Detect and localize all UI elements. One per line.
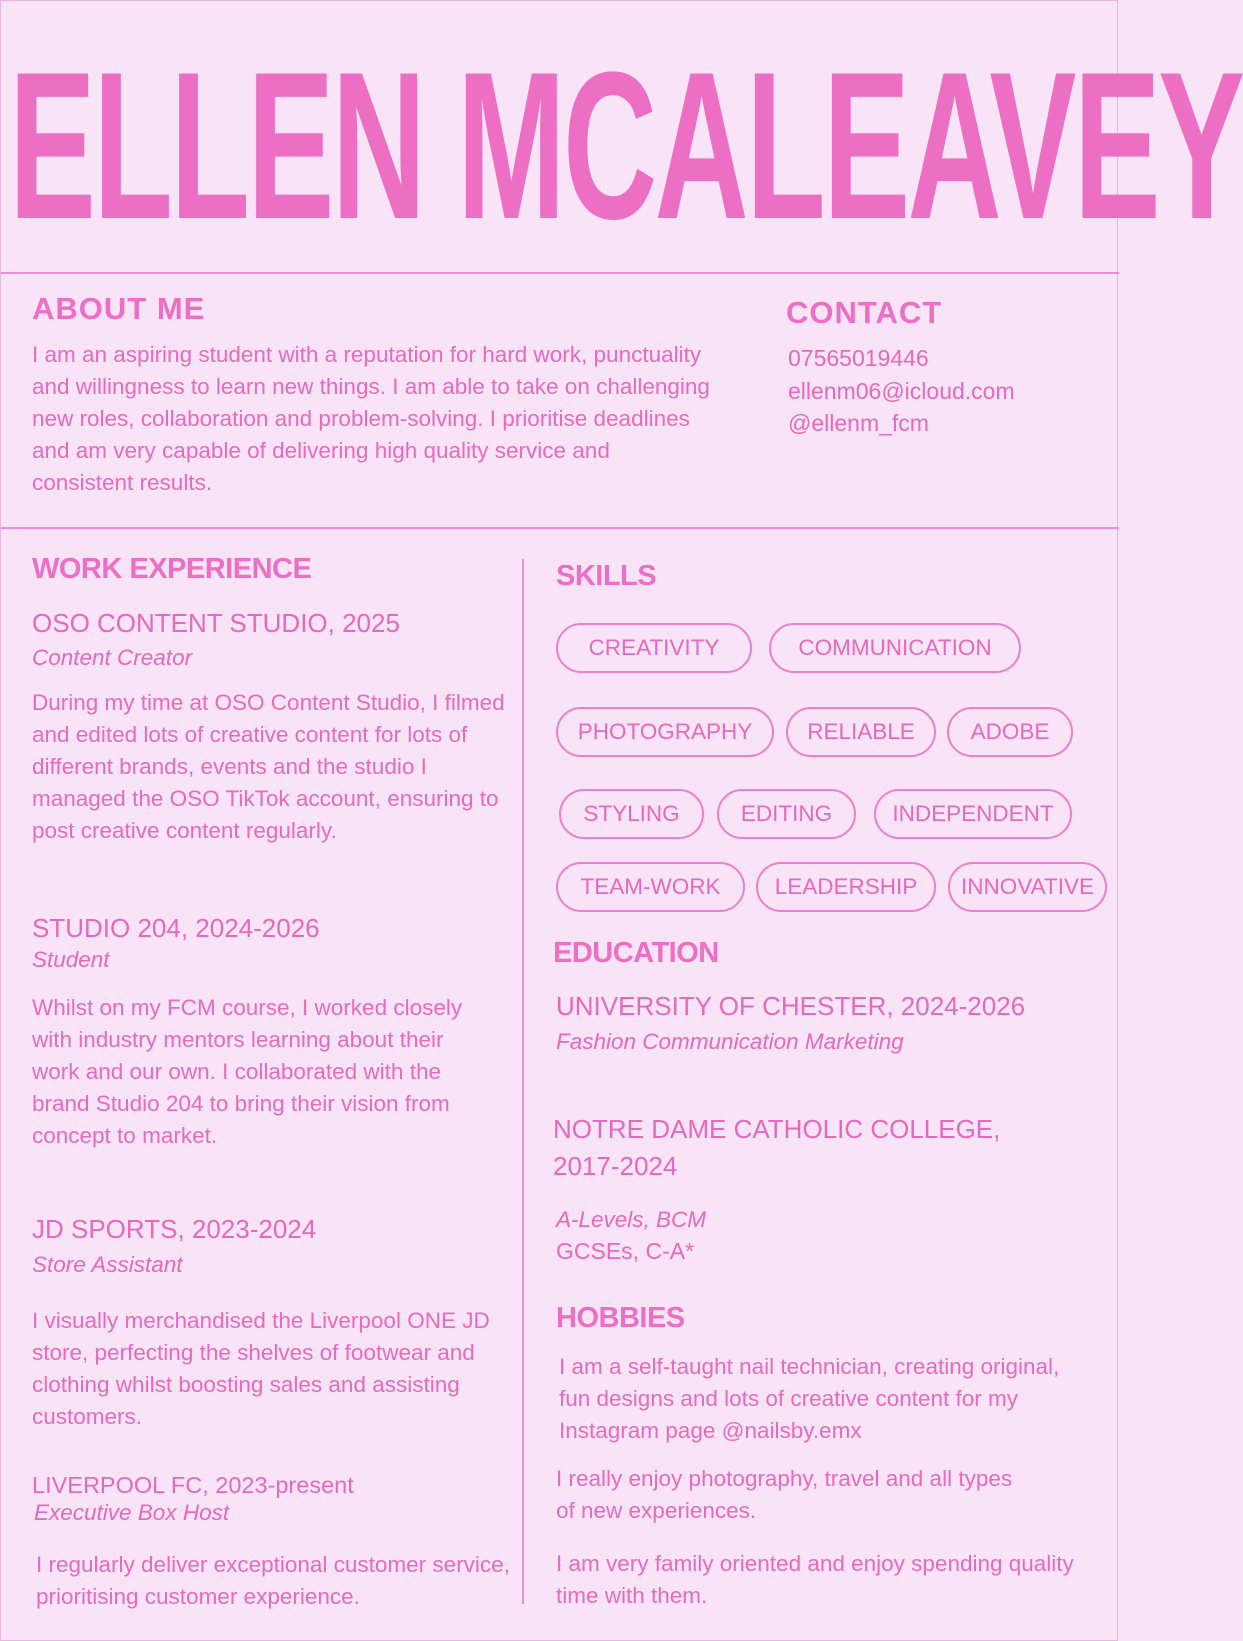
- hobbies-text-1: I am a self-taught nail technician, creating original, fun designs and lots of creative content for my Instagram page @nailsby.emx: [559, 1354, 1060, 1443]
- education-uni-course: Fashion Communication Marketing: [556, 1029, 904, 1054]
- job-role: Content Creator: [32, 645, 193, 670]
- hobbies-text-3: I am very family oriented and enjoy spending quality time with them.: [556, 1551, 1074, 1608]
- education-uni-title: UNIVERSITY OF CHESTER, 2024-2026: [556, 991, 1026, 1021]
- about-heading: ABOUT ME: [32, 291, 206, 326]
- contact-social: @ellenm_fcm: [788, 410, 929, 436]
- skill-pill: INNOVATIVE: [948, 862, 1107, 912]
- contact-phone: 07565019446: [788, 345, 929, 371]
- job-title: JD SPORTS, 2023-2024: [32, 1214, 317, 1244]
- skill-pill: CREATIVITY: [556, 623, 752, 673]
- skill-pill: INDEPENDENT: [874, 789, 1072, 839]
- education-gcses: GCSEs, C-A*: [556, 1238, 695, 1264]
- job-description: I visually merchandised the Liverpool ONE JD store, perfecting the shelves of footwear and clothing whilst boosting sales and assisting customers.: [32, 1308, 490, 1429]
- about-text: I am an aspiring student with a reputation for hard work, punctuality and willingness to learn new things. I am able to take on challenging new roles, collaboration and problem-solving. I prioritise deadlines and am very capable of delivering high quality service and consistent results.: [32, 342, 710, 495]
- skill-pill: EDITING: [717, 789, 856, 839]
- education-college-years: 2017-2024: [553, 1151, 678, 1181]
- hobbies-heading: HOBBIES: [556, 1302, 685, 1334]
- skill-pill: ADOBE: [947, 707, 1073, 757]
- job-role: Executive Box Host: [34, 1500, 230, 1525]
- work-heading: WORK EXPERIENCE: [32, 553, 312, 585]
- job-title: STUDIO 204, 2024-2026: [32, 913, 320, 943]
- job-title: OSO CONTENT STUDIO, 2025: [32, 608, 400, 638]
- divider-middle: [1, 527, 1119, 529]
- job-role: Store Assistant: [32, 1252, 183, 1277]
- column-divider: [522, 559, 524, 1604]
- skill-pill: RELIABLE: [786, 707, 936, 757]
- education-heading: EDUCATION: [553, 937, 719, 969]
- skill-pill: TEAM-WORK: [556, 862, 745, 912]
- skill-pill: STYLING: [559, 789, 704, 839]
- job-description: Whilst on my FCM course, I worked closely with industry mentors learning about their work and our own. I collaborated with the brand Studio 204 to bring their vision from concept to market.: [32, 995, 463, 1148]
- skill-pill: LEADERSHIP: [756, 862, 936, 912]
- job-title: LIVERPOOL FC, 2023-present: [32, 1472, 354, 1498]
- contact-heading: CONTACT: [786, 295, 943, 330]
- hobbies-text-2: I really enjoy photography, travel and all types of new experiences.: [556, 1466, 1013, 1523]
- job-role: Student: [32, 947, 110, 972]
- skill-pill: PHOTOGRAPHY: [556, 707, 774, 757]
- education-alevels: A-Levels, BCM: [556, 1207, 707, 1232]
- job-description: I regularly deliver exceptional customer service, prioritising customer experience.: [36, 1552, 510, 1609]
- job-description: During my time at OSO Content Studio, I filmed and edited lots of creative content for lots of different brands, events and the studio I managed the OSO TikTok account, ensuring to post creative content regularly.: [32, 690, 505, 843]
- divider-top: [1, 272, 1119, 274]
- contact-email: ellenm06@icloud.com: [788, 378, 1015, 404]
- skill-pill: COMMUNICATION: [769, 623, 1021, 673]
- skills-heading: SKILLS: [556, 560, 657, 592]
- education-college-title: NOTRE DAME CATHOLIC COLLEGE,: [553, 1114, 1001, 1144]
- name-heading: ELLEN MCALEAVEY: [9, 28, 1243, 263]
